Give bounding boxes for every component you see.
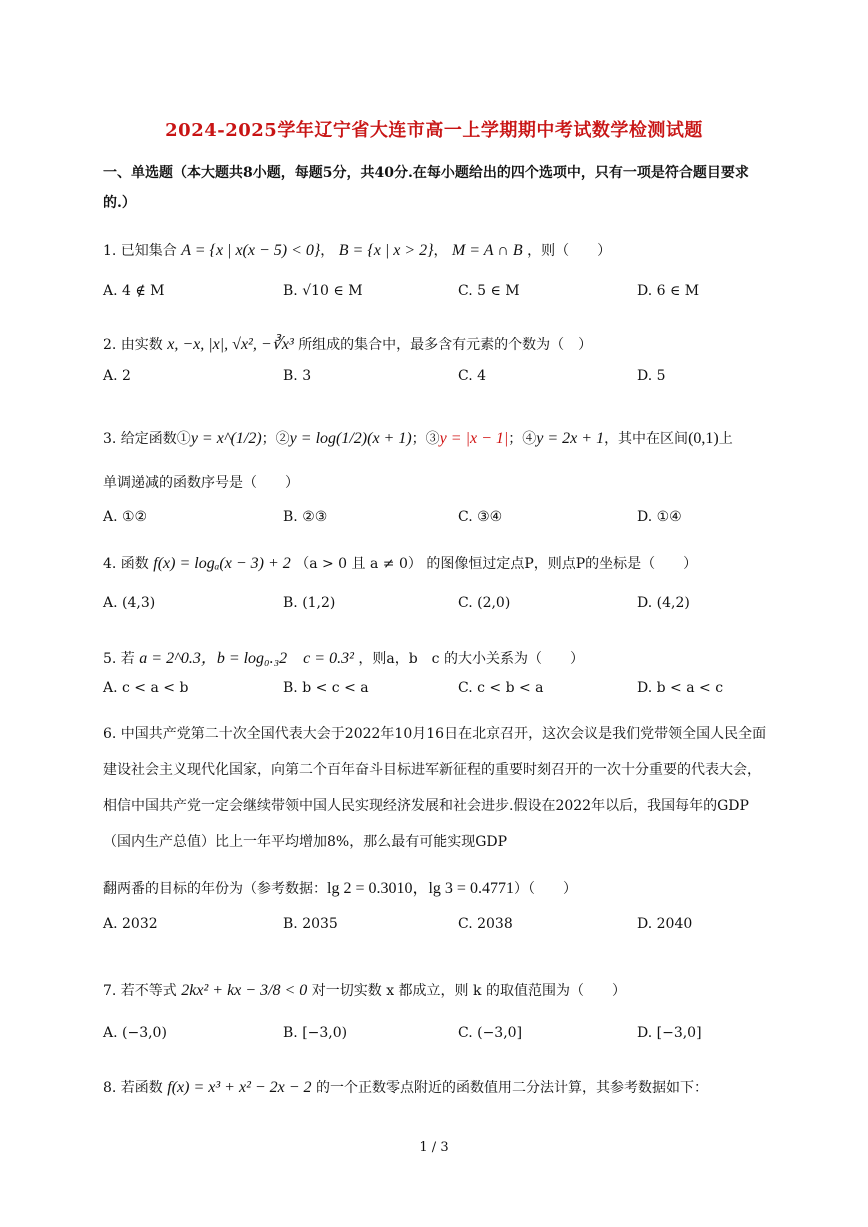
question-2-formula: x, −x, |x|, √x², −∛x³	[167, 336, 294, 353]
option: C. 2038	[458, 916, 513, 932]
question-4-condition: （a > 0 且 a ≠ 0）	[295, 556, 422, 572]
question-8	[103, 1077, 708, 1097]
section-heading: 一、单选题（本大题共8小题，每题5分，共40分.在每小题给出的四个选项中，只有一项是符合题目要求的.）	[103, 165, 749, 211]
option: A. (4,3)	[103, 595, 156, 611]
question-7-tail: 对一切实数 x 都成立，则 k 的取值范围为（ ）	[311, 983, 626, 999]
set-a-formula: A = {x | x(x − 5) < 0}	[181, 242, 321, 259]
option: B. (1,2)	[283, 595, 336, 611]
question-5-formula: a = 2^0.3，b = log₀.₃2 c = 0.3²	[139, 650, 354, 667]
option: C. c < b < a	[458, 680, 544, 696]
question-5-stem: 5. 若	[103, 651, 135, 667]
question-4-formula: f(x) = logₐ(x − 3) + 2	[153, 555, 291, 572]
question-7-formula: 2kx² + kx − 3/8 < 0	[181, 982, 308, 999]
set-m-formula: M = A ∩ B	[451, 242, 523, 259]
option: A. 2	[103, 368, 131, 384]
question-5	[103, 645, 584, 668]
question-8-tail: 的一个正数零点附近的函数值用二分法计算，其参考数据如下：	[316, 1080, 709, 1096]
question-1	[103, 240, 611, 260]
option: A. ①②	[103, 509, 148, 525]
option: C. (−3,0]	[458, 1025, 523, 1041]
question-5-tail: ，则a，b c 的大小关系为（ ）	[358, 651, 584, 667]
question-2-tail: 所组成的集合中，最多含有元素的个数为（ ）	[298, 337, 593, 353]
option: A. c < a < b	[103, 680, 189, 696]
question-6-last-line	[103, 875, 577, 898]
page-number: 1 / 3	[419, 1140, 449, 1155]
question-6-pre: 翻两番的目标的年份为（参考数据：	[103, 881, 327, 897]
option: D. ①④	[637, 509, 682, 525]
function-1-formula: y = x^(1/2)	[190, 430, 262, 447]
question-8-formula: f(x) = x³ + x² − 2x − 2	[167, 1079, 312, 1096]
exam-title: 2024-2025学年辽宁省大连市高一上学期期中考试数学检测试题	[165, 120, 703, 141]
option: D. [−3,0]	[637, 1025, 702, 1041]
question-1-sep: ，	[320, 243, 335, 259]
option: C. 4	[458, 368, 487, 384]
question-1-sep: ，	[433, 243, 448, 259]
set-b-formula: B = {x | x > 2}	[338, 242, 434, 259]
question-1-stem: 1. 已知集合	[103, 243, 177, 259]
question-3-sep: ；②	[261, 431, 290, 447]
option: A. (−3,0)	[103, 1025, 167, 1041]
option: B. √10 ∈ M	[283, 283, 363, 299]
option: B. [−3,0)	[283, 1025, 348, 1041]
interval-formula: (0,1)	[688, 430, 719, 447]
option: D. (4,2)	[637, 595, 690, 611]
question-3-sep: 上	[718, 431, 733, 447]
option: C. ③④	[458, 509, 503, 525]
question-7	[103, 980, 626, 1000]
reference-data: lg 2 = 0.3010，lg 3 = 0.4771	[327, 880, 514, 897]
question-4-tail: 的图像恒过定点P，则点P的坐标是（ ）	[426, 556, 698, 572]
option: C. 5 ∈ M	[458, 283, 520, 299]
option: D. 6 ∈ M	[637, 283, 700, 299]
question-4	[103, 553, 697, 573]
option: D. b < a < c	[637, 680, 724, 696]
question-3-stem: 3. 给定函数①	[103, 431, 191, 447]
option: B. 2035	[283, 916, 338, 932]
option: B. b < c < a	[283, 680, 369, 696]
question-3-sep: ；④	[508, 431, 537, 447]
question-7-stem: 7. 若不等式	[103, 983, 177, 999]
option: D. 5	[637, 368, 666, 384]
question-8-stem: 8. 若函数	[103, 1080, 163, 1096]
question-6-post: ）（ ）	[513, 881, 577, 897]
question-3-line-2: 单调递减的函数序号是（ ）	[103, 475, 299, 491]
option: A. 2032	[103, 916, 158, 932]
option: B. ②③	[283, 509, 328, 525]
question-1-tail: ，则（ ）	[527, 243, 612, 259]
option: A. 4 ∉ M	[103, 283, 165, 299]
option: B. 3	[283, 368, 312, 384]
question-2	[103, 334, 592, 354]
question-6-paragraph: 6. 中国共产党第二十次全国代表大会于2022年10月16日在北京召开，这次会议是我们党带领全国人民全面建设社会主义现代化国家，向第二个百年奋斗目标进军新征程的重要时刻召开的一次十分重要的代表大会，相信中国共产党一定会继续带领中国人民实现经济发展和社会进步.假设在2022年以后，我国每年的GDP（国内生产总值）比上一年平均增加8%，那么最有可能实现GDP	[103, 726, 767, 850]
question-3-sep: ，其中在区间	[604, 431, 689, 447]
function-3-formula: y = |x − 1|	[439, 430, 509, 447]
question-2-stem: 2. 由实数	[103, 337, 163, 353]
function-4-formula: y = 2x + 1	[536, 430, 605, 447]
option: C. (2,0)	[458, 595, 511, 611]
question-3-sep: ；③	[411, 431, 440, 447]
function-2-formula: y = log(1/2)(x + 1)	[289, 430, 412, 447]
question-4-stem: 4. 函数	[103, 556, 149, 572]
question-3	[103, 428, 733, 448]
option: D. 2040	[637, 916, 693, 932]
